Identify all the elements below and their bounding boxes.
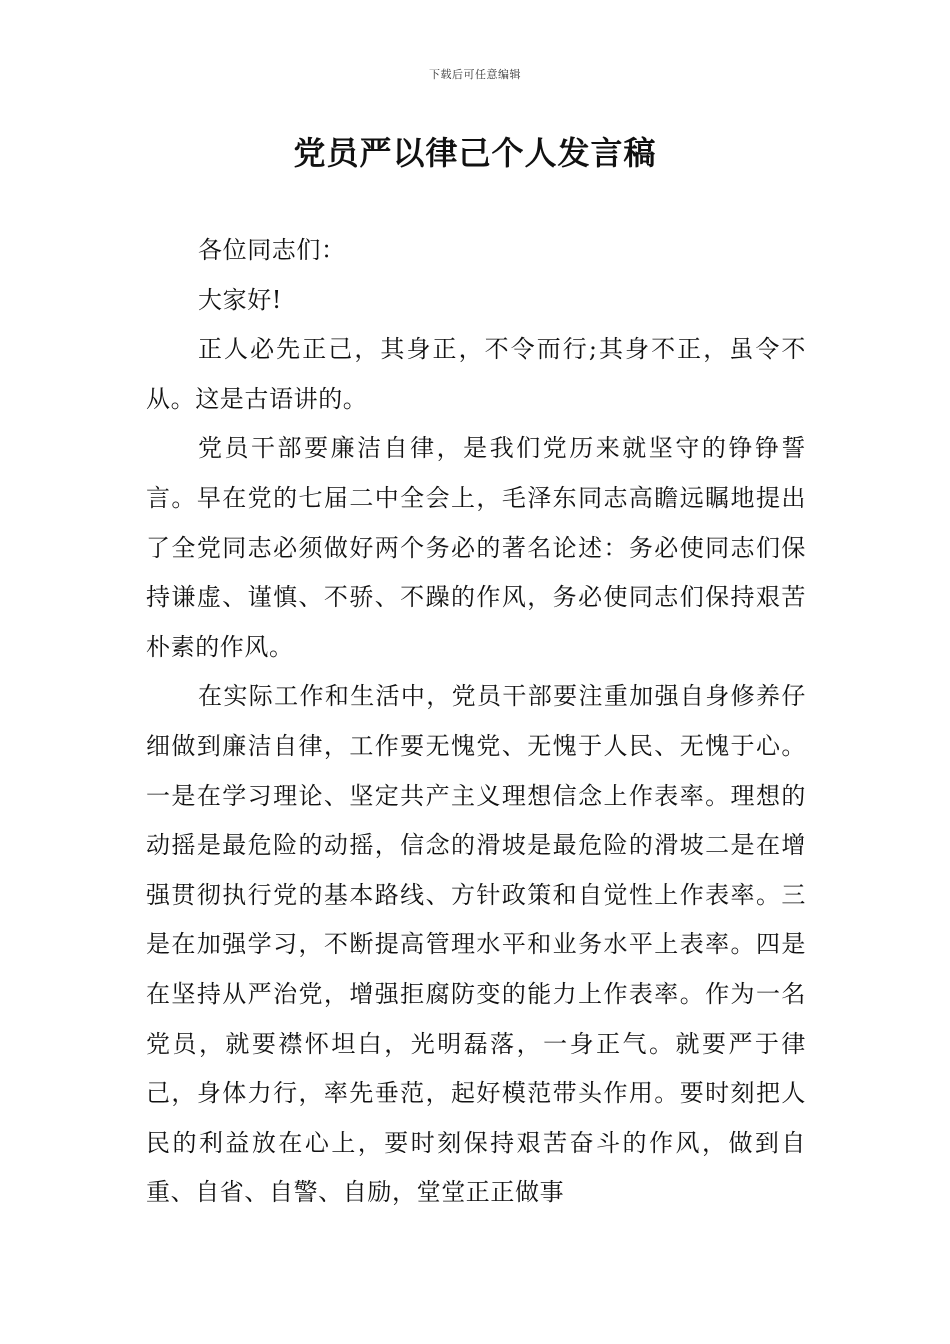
body-paragraph: 党员干部要廉洁自律，是我们党历来就坚守的铮铮誓言。早在党的七届二中全会上，毛泽东同志高瞻远瞩地提出了全党同志必须做好两个务必的著名论述：务必使同志们保持谦虚、谨慎、不骄、不躁的作风，务必使同志们保持艰苦朴素的作风。 bbox=[146, 434, 806, 661]
document-title: 党员严以律己个人发言稿 bbox=[293, 134, 657, 172]
document-body bbox=[146, 226, 806, 1218]
body-paragraph: 正人必先正己，其身正，不令而行;其身不正，虽令不从。这是古语讲的。 bbox=[146, 335, 806, 413]
body-paragraph: 在实际工作和生活中，党员干部要注重加强自身修养仔细做到廉洁自律，工作要无愧党、无愧于人民、无愧于心。一是在学习理论、坚定共产主义理想信念上作表率。理想的动摇是最危险的动摇，信念的滑坡是最危险的滑坡二是在增强贯彻执行党的基本路线、方针政策和自觉性上作表率。三是在加强学习，不断提高管理水平和业务水平上表率。四是在坚持从严治党，增强拒腐防变的能力上作表率。作为一名党员，就要襟怀坦白，光明磊落，一身正气。就要严于律己，身体力行，率先垂范，起好模范带头作用。要时刻把人民的利益放在心上，要时刻保持艰苦奋斗的作风，做到自重、自省、自警、自励，堂堂正正做事 bbox=[146, 682, 806, 1207]
header-note: 下载后可任意编辑 bbox=[429, 68, 521, 81]
greeting-paragraph: 各位同志们： bbox=[198, 236, 346, 264]
salutation-paragraph: 大家好! bbox=[198, 285, 283, 314]
